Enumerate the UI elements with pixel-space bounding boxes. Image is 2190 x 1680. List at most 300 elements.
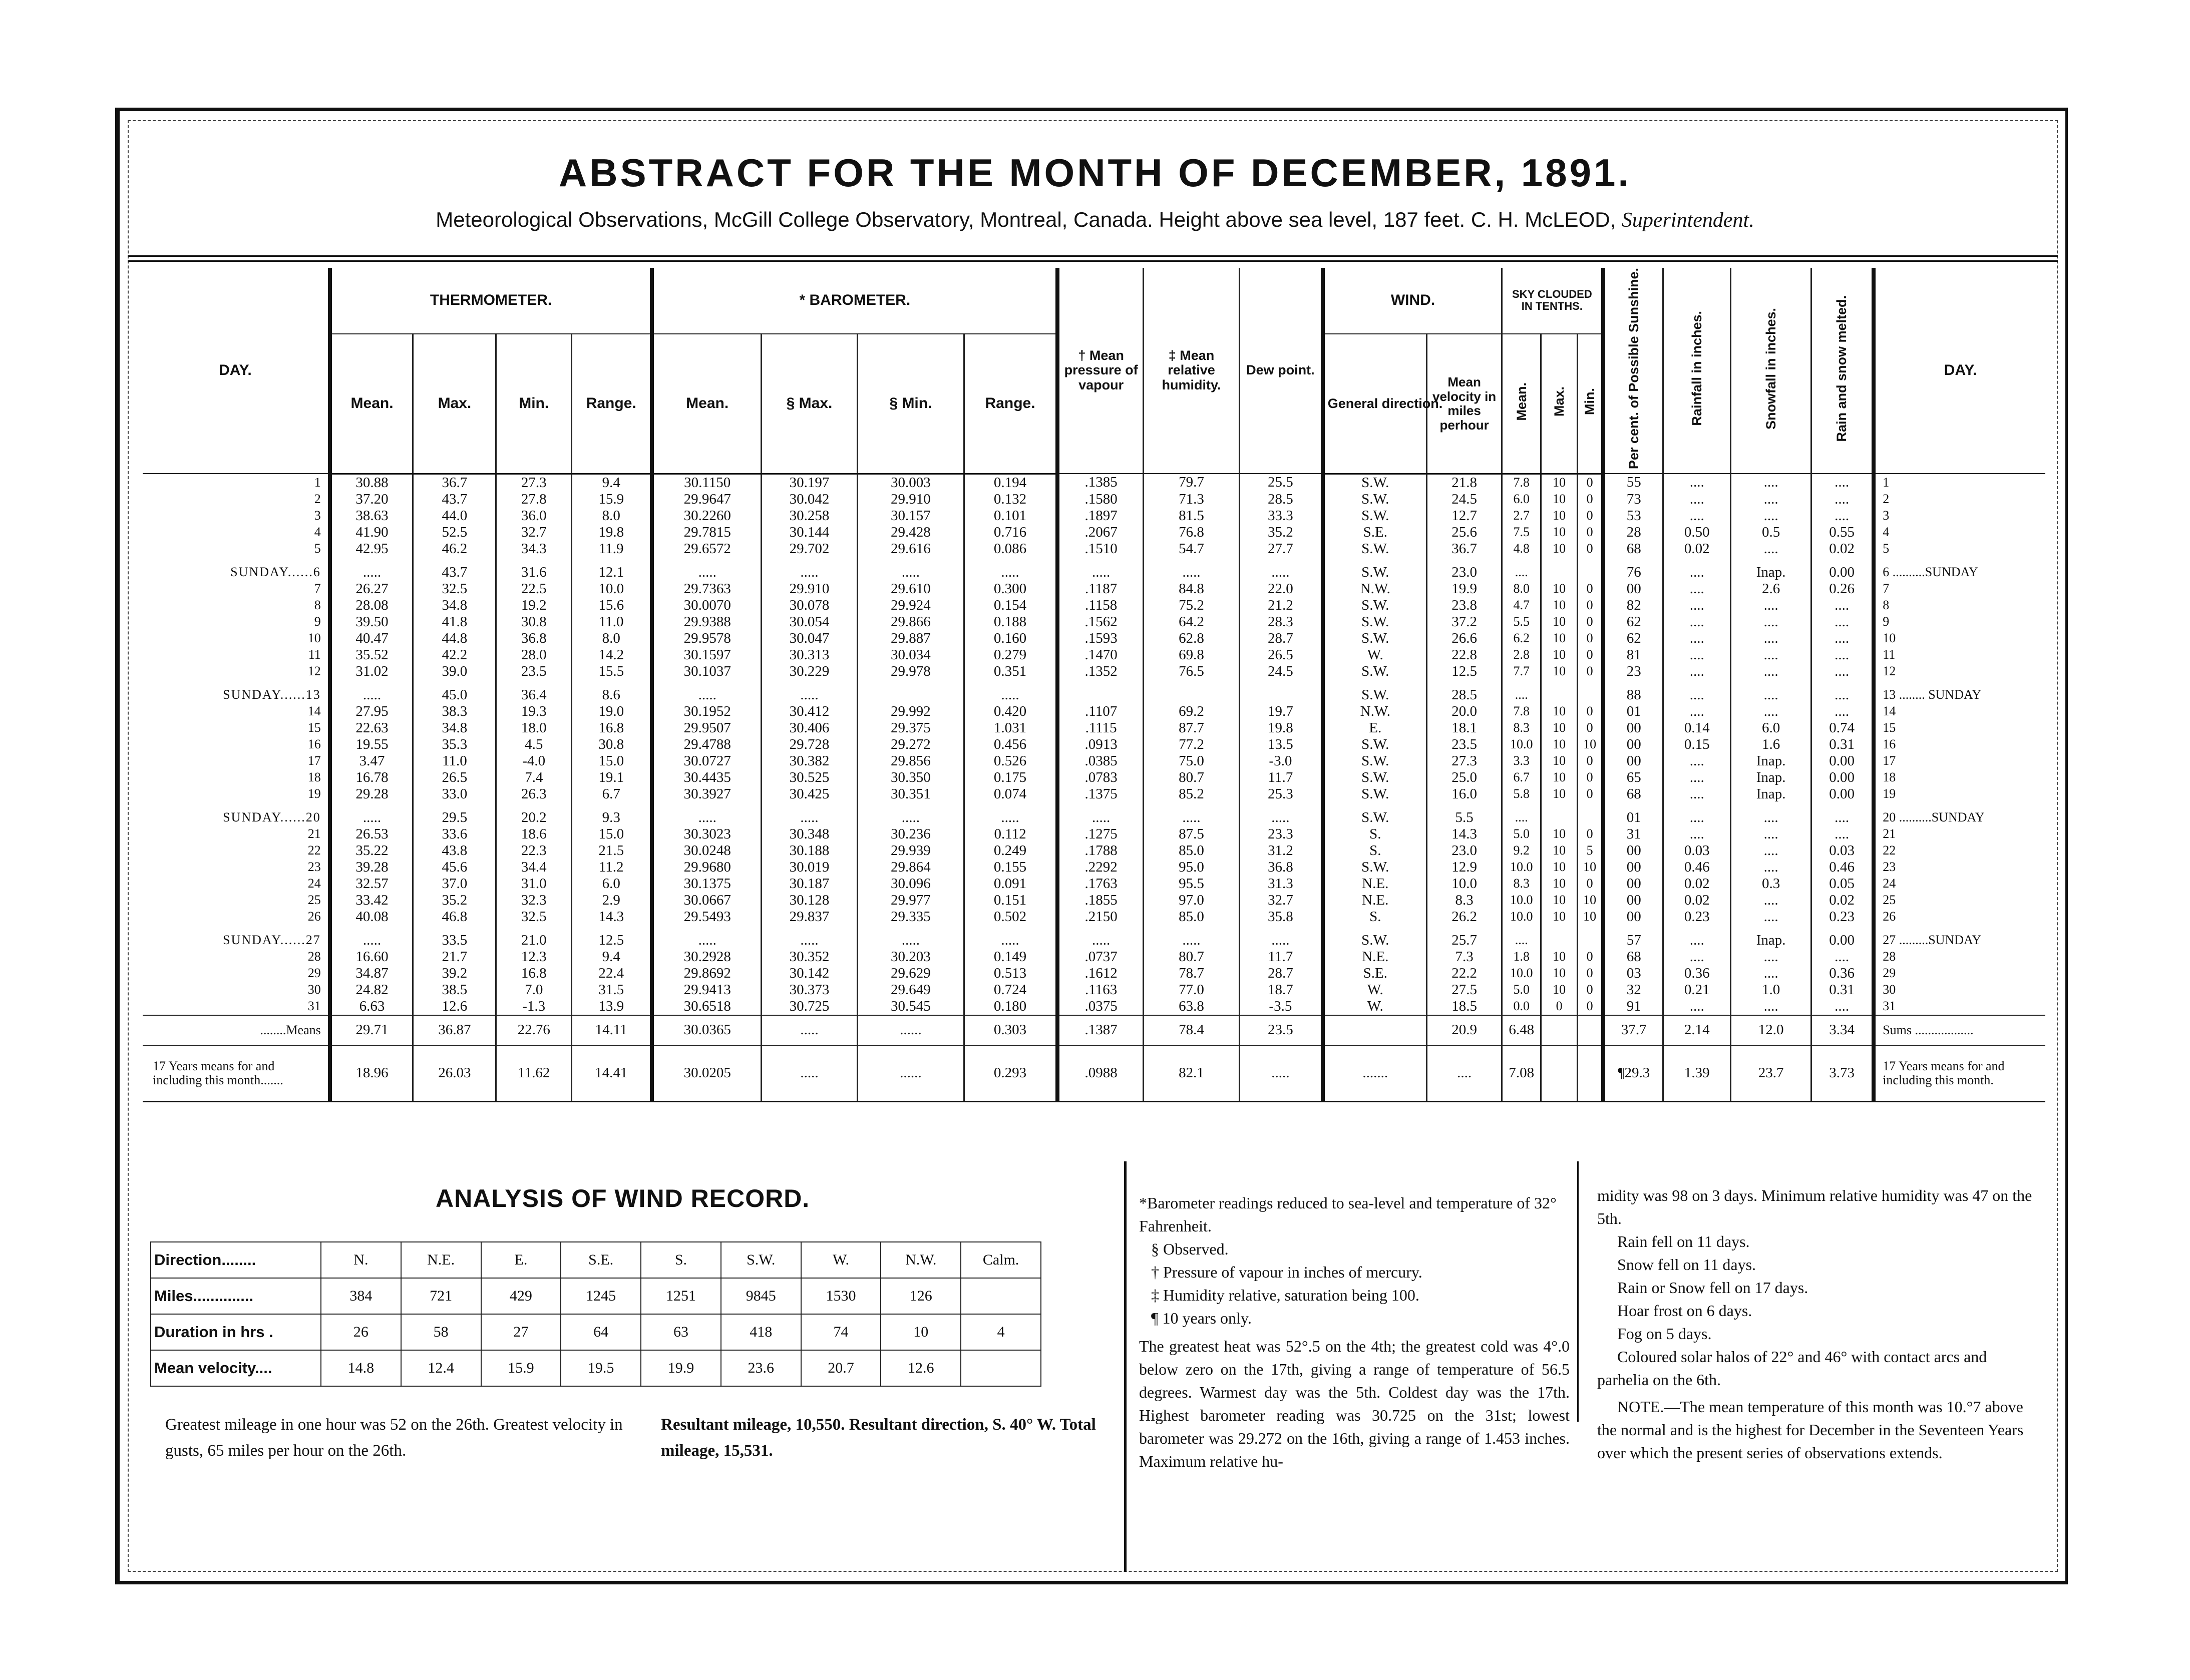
spacer-row <box>143 557 2045 564</box>
cell-tr: 12.1 <box>572 564 652 581</box>
summary-cell-tn: 22.76 <box>496 1015 572 1045</box>
cell-tx: 41.8 <box>413 614 496 630</box>
cell-rf: .... <box>1663 932 1731 949</box>
row-day-label-right: 2 <box>1874 491 2045 508</box>
cell-tn: 7.0 <box>496 982 572 998</box>
cell-ss: 00 <box>1603 876 1663 892</box>
cell-dp: 21.2 <box>1240 597 1323 614</box>
header-dew-point: Dew point. <box>1240 268 1323 474</box>
cell-wd: S.W. <box>1323 663 1427 680</box>
summary-cell-bx: ..... <box>761 1015 857 1045</box>
table-row <box>143 998 2045 1015</box>
cell-tx: 36.7 <box>413 474 496 491</box>
cell-sf: Inap. <box>1731 769 1811 786</box>
cell-rs: .... <box>1811 826 1874 843</box>
cell-tn: 4.5 <box>496 736 572 753</box>
cell-tm: 33.42 <box>330 892 413 909</box>
cell-rs: .... <box>1811 687 1874 703</box>
cell-sf: Inap. <box>1731 753 1811 769</box>
cell-dp: 31.2 <box>1240 843 1323 859</box>
cell-rs: 0.46 <box>1811 859 1874 876</box>
cell-rf: .... <box>1663 564 1731 581</box>
wind-miles-cell: 1251 <box>641 1278 721 1314</box>
wind-duration-cell: 26 <box>321 1314 401 1350</box>
cell-hu: 85.0 <box>1144 843 1240 859</box>
cell-bx: 30.258 <box>761 508 857 524</box>
cell-tr: 2.9 <box>572 892 652 909</box>
summary-cell-tx: 36.87 <box>413 1015 496 1045</box>
wind-miles-cell <box>961 1278 1041 1314</box>
cell-wv: 22.8 <box>1426 647 1502 663</box>
cell-bn: ..... <box>858 564 964 581</box>
cell-tm: ..... <box>330 932 413 949</box>
cell-tx: 29.5 <box>413 809 496 826</box>
cell-tm: 41.90 <box>330 524 413 541</box>
cell-tm: ..... <box>330 809 413 826</box>
cell-rf: .... <box>1663 786 1731 802</box>
wind-duration-row <box>151 1314 1041 1350</box>
cell-rf: .... <box>1663 753 1731 769</box>
header-humidity: ‡ Mean relative humidity. <box>1144 268 1240 474</box>
header-thermometer: THERMOMETER. <box>330 268 652 334</box>
cell-sf: .... <box>1731 949 1811 965</box>
cell-bx: 30.188 <box>761 843 857 859</box>
cell-sn: 10 <box>1577 859 1603 876</box>
cell-bx: 30.525 <box>761 769 857 786</box>
cell-ss: 01 <box>1603 809 1663 826</box>
cell-tn: 22.5 <box>496 581 572 597</box>
row-day-label-right: 19 <box>1874 786 2045 802</box>
cell-bm: ..... <box>652 809 761 826</box>
cell-hu: 77.0 <box>1144 982 1240 998</box>
table-row <box>143 826 2045 843</box>
cell-sn: 0 <box>1577 524 1603 541</box>
wind-duration-cell: 4 <box>961 1314 1041 1350</box>
cell-sm: 10.0 <box>1502 892 1541 909</box>
cell-tr: 30.8 <box>572 736 652 753</box>
summary-cell-tr: 14.11 <box>572 1015 652 1045</box>
summary-cell-vp: .1387 <box>1057 1015 1143 1045</box>
wind-directions-cell: S.W. <box>721 1242 801 1278</box>
cell-ss: 28 <box>1603 524 1663 541</box>
header-day-right: DAY. <box>1874 268 2045 474</box>
cell-bn: 29.616 <box>858 541 964 557</box>
cell-rs: .... <box>1811 491 1874 508</box>
cell-tx: 45.0 <box>413 687 496 703</box>
table-row <box>143 982 2045 998</box>
cell-bx: 30.142 <box>761 965 857 982</box>
cell-vp: .1385 <box>1057 474 1143 491</box>
cell-tr: 11.0 <box>572 614 652 630</box>
cell-rf: .... <box>1663 663 1731 680</box>
header-snowfall: Snowfall in inches. <box>1763 307 1778 430</box>
cell-sx: 10 <box>1541 982 1578 998</box>
cell-tn: -1.3 <box>496 998 572 1015</box>
cell-sm: 0.0 <box>1502 998 1541 1015</box>
cell-tn: 28.0 <box>496 647 572 663</box>
row-day-label: 29 <box>307 966 321 981</box>
row-day-label: 14 <box>307 704 321 719</box>
cell-tn: 20.2 <box>496 809 572 826</box>
cell-tm: 19.55 <box>330 736 413 753</box>
row-day-label: 7 <box>314 581 321 596</box>
row-day-label: 26 <box>307 909 321 924</box>
row-day-label-right: 31 <box>1874 998 2045 1015</box>
cell-bm: 29.5493 <box>652 909 761 925</box>
cell-br: 0.502 <box>964 909 1057 925</box>
table-row <box>143 597 2045 614</box>
cell-bm: 30.1037 <box>652 663 761 680</box>
row-day-label: 2 <box>314 492 321 507</box>
cell-tx: 43.8 <box>413 843 496 859</box>
cell-vp: .1855 <box>1057 892 1143 909</box>
row-day-label-right: 10 <box>1874 630 2045 647</box>
cell-vp: .0783 <box>1057 769 1143 786</box>
summary-cell-ss: ¶29.3 <box>1603 1045 1663 1102</box>
cell-bm: 30.2260 <box>652 508 761 524</box>
cell-bm: 30.0727 <box>652 753 761 769</box>
years-means-row-label-right: 17 Years means for and including this month. <box>1874 1045 2045 1102</box>
cell-tr: 31.5 <box>572 982 652 998</box>
cell-wd: S.W. <box>1323 687 1427 703</box>
summary-cell-sf: 12.0 <box>1731 1015 1811 1045</box>
cell-tr: 15.9 <box>572 491 652 508</box>
cell-vp: .1788 <box>1057 843 1143 859</box>
wind-direction-row <box>151 1242 1041 1278</box>
cell-sn: 0 <box>1577 965 1603 982</box>
cell-tx: 35.2 <box>413 892 496 909</box>
cell-br: 0.300 <box>964 581 1057 597</box>
row-day-label: 22 <box>307 843 321 858</box>
cell-vp: .1580 <box>1057 491 1143 508</box>
row-day-label-right: 28 <box>1874 949 2045 965</box>
table-row <box>143 720 2045 736</box>
cell-sn: 0 <box>1577 753 1603 769</box>
cell-tm: 32.57 <box>330 876 413 892</box>
cell-sx <box>1541 932 1578 949</box>
cell-dp: -3.5 <box>1240 998 1323 1015</box>
header-t-max: Max. <box>413 334 496 474</box>
cell-bn: 29.864 <box>858 859 964 876</box>
cell-wd: S.W. <box>1323 809 1427 826</box>
cell-bx: 30.019 <box>761 859 857 876</box>
cell-sm: 7.8 <box>1502 474 1541 491</box>
cell-bn: 29.978 <box>858 663 964 680</box>
cell-bx: ..... <box>761 809 857 826</box>
row-day-label-right: 7 <box>1874 581 2045 597</box>
cell-dp: -3.0 <box>1240 753 1323 769</box>
cell-wd: S.W. <box>1323 736 1427 753</box>
cell-tr: 16.8 <box>572 720 652 736</box>
cell-wv: 21.8 <box>1426 474 1502 491</box>
cell-sm: .... <box>1502 687 1541 703</box>
cell-rf: .... <box>1663 703 1731 720</box>
table-row <box>143 876 2045 892</box>
summary-cell-tm: 29.71 <box>330 1015 413 1045</box>
cell-sn: 0 <box>1577 474 1603 491</box>
table-row <box>143 508 2045 524</box>
cell-wv: 12.9 <box>1426 859 1502 876</box>
cell-bm: 30.3927 <box>652 786 761 802</box>
footnote-item: § Observed. <box>1151 1240 1229 1258</box>
cell-sx: 10 <box>1541 524 1578 541</box>
means-row-label: ........Means <box>143 1015 330 1045</box>
cell-bn: 29.610 <box>858 581 964 597</box>
cell-bx: 29.910 <box>761 581 857 597</box>
header-wind-velocity: Mean velocity in miles perhour <box>1426 334 1502 474</box>
cell-empty <box>1577 1015 1603 1045</box>
cell-sn: 0 <box>1577 630 1603 647</box>
cell-tn: 26.3 <box>496 786 572 802</box>
cell-hu: 95.5 <box>1144 876 1240 892</box>
cell-sx: 10 <box>1541 826 1578 843</box>
cell-wd: E. <box>1323 720 1427 736</box>
cell-tn: 36.4 <box>496 687 572 703</box>
cell-rf: 0.02 <box>1663 876 1731 892</box>
cell-tx: 38.5 <box>413 982 496 998</box>
cell-sn <box>1577 687 1603 703</box>
cell-hu <box>1144 687 1240 703</box>
cell-rf: 0.50 <box>1663 524 1731 541</box>
cell-vp <box>1057 687 1143 703</box>
row-day-label: 24 <box>307 876 321 891</box>
cell-bm: 30.0667 <box>652 892 761 909</box>
wind-miles-cell: 721 <box>401 1278 481 1314</box>
cell-vp: ..... <box>1057 564 1143 581</box>
cell-tn: 16.8 <box>496 965 572 982</box>
cell-tx: 42.2 <box>413 647 496 663</box>
cell-sf: 0.5 <box>1731 524 1811 541</box>
cell-tr: 13.9 <box>572 998 652 1015</box>
cell-bm: 30.3023 <box>652 826 761 843</box>
cell-sn: 0 <box>1577 949 1603 965</box>
cell-tn: 23.5 <box>496 663 572 680</box>
cell-hu: 76.5 <box>1144 663 1240 680</box>
cell-sx: 10 <box>1541 720 1578 736</box>
cell-bx: 29.728 <box>761 736 857 753</box>
cell-br: 0.249 <box>964 843 1057 859</box>
cell-ss: 03 <box>1603 965 1663 982</box>
row-day-label: 17 <box>307 753 321 768</box>
cell-wd: W. <box>1323 982 1427 998</box>
cell-tn: -4.0 <box>496 753 572 769</box>
cell-sm: 5.0 <box>1502 826 1541 843</box>
cell-dp: ..... <box>1240 932 1323 949</box>
cell-sx: 10 <box>1541 753 1578 769</box>
cell-hu: 80.7 <box>1144 769 1240 786</box>
subtitle-text: Meteorological Observations, McGill College Observatory, Montreal, Canada. Height above sea level, 187 feet. C. H. McLEOD, <box>436 208 1616 231</box>
cell-rf: 0.15 <box>1663 736 1731 753</box>
cell-bn: 29.629 <box>858 965 964 982</box>
cell-bm: 29.9388 <box>652 614 761 630</box>
row-day-label-right: 30 <box>1874 982 2045 998</box>
cell-vp: .1510 <box>1057 541 1143 557</box>
row-day-label-right: 21 <box>1874 826 2045 843</box>
table-row <box>143 932 2045 949</box>
cell-ss: 91 <box>1603 998 1663 1015</box>
cell-sn <box>1577 564 1603 581</box>
cell-bm: 29.9578 <box>652 630 761 647</box>
cell-ss: 01 <box>1603 703 1663 720</box>
cell-bm: 29.8692 <box>652 965 761 982</box>
wind-miles-cell: 9845 <box>721 1278 801 1314</box>
cell-wd: S.W. <box>1323 508 1427 524</box>
cell-rf: .... <box>1663 630 1731 647</box>
row-day-label-right: 24 <box>1874 876 2045 892</box>
cell-sx: 10 <box>1541 597 1578 614</box>
summary-cell-hu: 78.4 <box>1144 1015 1240 1045</box>
cell-ss: 00 <box>1603 581 1663 597</box>
cell-tm: 26.27 <box>330 581 413 597</box>
cell-wd: S.W. <box>1323 541 1427 557</box>
summary-cell-tr: 14.41 <box>572 1045 652 1102</box>
cell-dp: 19.8 <box>1240 720 1323 736</box>
cell-wv: 23.5 <box>1426 736 1502 753</box>
cell-dp: 13.5 <box>1240 736 1323 753</box>
cell-wv: 5.5 <box>1426 809 1502 826</box>
table-row <box>143 892 2045 909</box>
cell-rf: 0.46 <box>1663 859 1731 876</box>
summary-cell-vp: .0988 <box>1057 1045 1143 1102</box>
header-sky-max: Max. <box>1551 386 1567 417</box>
cell-ss: 00 <box>1603 843 1663 859</box>
wind-directions-cell: Calm. <box>961 1242 1041 1278</box>
row-day-label: 1 <box>314 475 321 490</box>
cell-ss: 00 <box>1603 736 1663 753</box>
cell-tn: 27.8 <box>496 491 572 508</box>
cell-tn: 7.4 <box>496 769 572 786</box>
cell-sm: 6.0 <box>1502 491 1541 508</box>
cell-wd: S.W. <box>1323 474 1427 491</box>
cell-tx: 38.3 <box>413 703 496 720</box>
cell-br: 0.724 <box>964 982 1057 998</box>
cell-tm: 24.82 <box>330 982 413 998</box>
cell-bm: 30.0248 <box>652 843 761 859</box>
cell-rs: 0.74 <box>1811 720 1874 736</box>
cell-sx: 10 <box>1541 630 1578 647</box>
cell-dp: 27.7 <box>1240 541 1323 557</box>
row-day-label: SUNDAY......20 <box>223 810 321 825</box>
summary-cell-rf: 1.39 <box>1663 1045 1731 1102</box>
cell-rs: .... <box>1811 474 1874 491</box>
cell-tn: 19.2 <box>496 597 572 614</box>
row-day-label: 8 <box>314 598 321 613</box>
footnote-item: *Barometer readings reduced to sea-level and temperature of 32° Fahrenheit. <box>1139 1194 1557 1235</box>
cell-bm: 29.9507 <box>652 720 761 736</box>
row-day-label: SUNDAY......6 <box>230 565 321 580</box>
cell-sn <box>1577 809 1603 826</box>
wind-duration-cell: 63 <box>641 1314 721 1350</box>
cell-bx: 29.702 <box>761 541 857 557</box>
summary-cell-rs: 3.73 <box>1811 1045 1874 1102</box>
cell-ss: 68 <box>1603 786 1663 802</box>
summary-cell-bx: ..... <box>761 1045 857 1102</box>
cell-sf: .... <box>1731 998 1811 1015</box>
cell-ss: 00 <box>1603 720 1663 736</box>
cell-bx: 30.047 <box>761 630 857 647</box>
summary-cell-sf: 23.7 <box>1731 1045 1811 1102</box>
means-row-label-right: Sums .................. <box>1874 1015 2045 1045</box>
cell-br: 0.456 <box>964 736 1057 753</box>
cell-hu: 84.8 <box>1144 581 1240 597</box>
cell-tm: 34.87 <box>330 965 413 982</box>
cell-sf: .... <box>1731 826 1811 843</box>
summary-cell-wd: ....... <box>1323 1045 1427 1102</box>
cell-hu: 54.7 <box>1144 541 1240 557</box>
cell-wv: 25.7 <box>1426 932 1502 949</box>
header-t-min: Min. <box>496 334 572 474</box>
cell-hu: ..... <box>1144 564 1240 581</box>
cell-wv: 18.5 <box>1426 998 1502 1015</box>
summary-cell-ss: 37.7 <box>1603 1015 1663 1045</box>
cell-sm: 4.8 <box>1502 541 1541 557</box>
table-row <box>143 630 2045 647</box>
cell-rs: 0.31 <box>1811 736 1874 753</box>
wind-miles-cell: 126 <box>881 1278 961 1314</box>
cell-bx: 30.197 <box>761 474 857 491</box>
cell-tm: 28.08 <box>330 597 413 614</box>
wind-directions-cell: N. <box>321 1242 401 1278</box>
cell-dp: 33.3 <box>1240 508 1323 524</box>
cell-tx: 46.2 <box>413 541 496 557</box>
cell-rf: 0.36 <box>1663 965 1731 982</box>
row-day-label: 16 <box>307 737 321 752</box>
note-item: Coloured solar halos of 22° and 46° with contact arcs and parhelia on the 6th. <box>1597 1348 1987 1389</box>
cell-tn: 32.3 <box>496 892 572 909</box>
cell-tm: 37.20 <box>330 491 413 508</box>
spacer-row <box>143 802 2045 809</box>
cell-wv: 14.3 <box>1426 826 1502 843</box>
row-day-label-right: 9 <box>1874 614 2045 630</box>
row-day-label: 18 <box>307 770 321 785</box>
cell-bx: ..... <box>761 687 857 703</box>
cell-vp: .1352 <box>1057 663 1143 680</box>
row-day-label-right: 15 <box>1874 720 2045 736</box>
cell-sm: .... <box>1502 564 1541 581</box>
row-day-label: SUNDAY......13 <box>223 687 321 702</box>
rule-top-2 <box>128 260 2058 262</box>
cell-rs: 0.31 <box>1811 982 1874 998</box>
cell-tx: 44.8 <box>413 630 496 647</box>
cell-sn: 5 <box>1577 843 1603 859</box>
rule-footnotes-left <box>1124 1161 1127 1572</box>
cell-sn: 10 <box>1577 909 1603 925</box>
cell-tx: 45.6 <box>413 859 496 876</box>
cell-sf: 0.3 <box>1731 876 1811 892</box>
cell-tn: 36.0 <box>496 508 572 524</box>
cell-bm: 29.9680 <box>652 859 761 876</box>
cell-sf: 6.0 <box>1731 720 1811 736</box>
cell-sx: 10 <box>1541 859 1578 876</box>
cell-bn: 30.003 <box>858 474 964 491</box>
cell-tm: 40.08 <box>330 909 413 925</box>
cell-br: 0.132 <box>964 491 1057 508</box>
cell-dp: 11.7 <box>1240 769 1323 786</box>
cell-bx: 30.078 <box>761 597 857 614</box>
cell-sm: 3.3 <box>1502 753 1541 769</box>
cell-dp: 24.5 <box>1240 663 1323 680</box>
cell-tn: 31.6 <box>496 564 572 581</box>
cell-wv: 23.0 <box>1426 564 1502 581</box>
cell-sf: .... <box>1731 965 1811 982</box>
cell-tn: 36.8 <box>496 630 572 647</box>
cell-bx: ..... <box>761 932 857 949</box>
cell-bn: 30.203 <box>858 949 964 965</box>
cell-sx: 10 <box>1541 949 1578 965</box>
cell-ss: 82 <box>1603 597 1663 614</box>
row-day-label-right: 16 <box>1874 736 2045 753</box>
cell-tm: 29.28 <box>330 786 413 802</box>
